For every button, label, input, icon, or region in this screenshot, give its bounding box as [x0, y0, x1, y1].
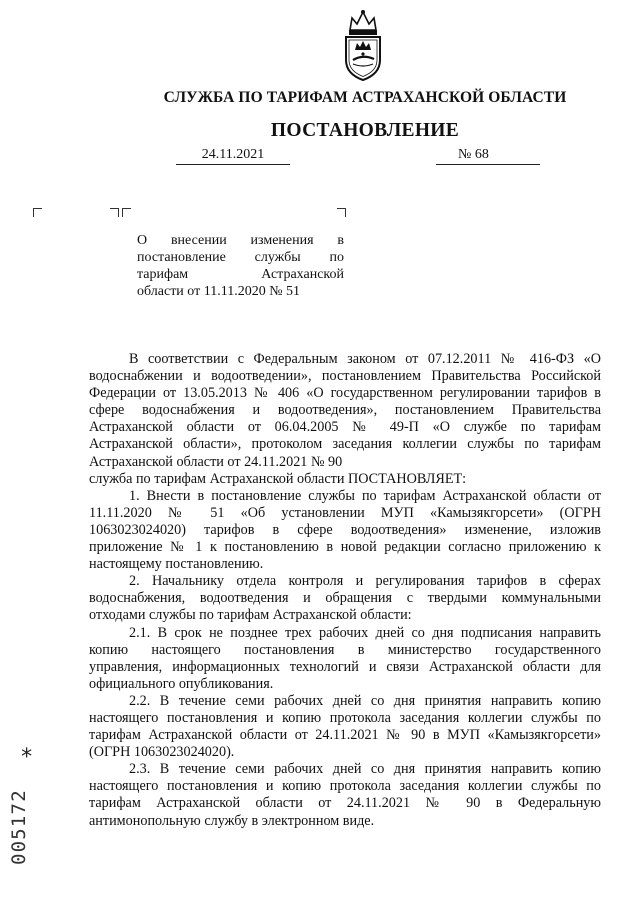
text-line: тарифам Астраханской области от 24.11.2021 № 90 в МУП «Камызякгорсети» — [89, 727, 601, 744]
resolves-line — [89, 471, 601, 488]
item-2-paragraph — [89, 573, 601, 624]
text-line: Астраханской области», протоколом заседания коллегии службы по тарифам — [89, 436, 601, 453]
preamble-paragraph — [89, 351, 601, 471]
margin-stamp-star: * — [20, 745, 34, 770]
organization-name: СЛУЖБА ПО ТАРИФАМ АСТРАХАНСКОЙ ОБЛАСТИ — [163, 89, 567, 106]
text-line: настоящему постановлению. — [89, 556, 264, 573]
text-line: отходами службы по тарифам Астраханской области: — [89, 607, 412, 624]
text-line: сфере водоснабжения и водоотведения», постановлением Правительства — [89, 402, 601, 419]
text-line: 2.3. В течение семи рабочих дней со дня принятия направить копию — [129, 761, 601, 778]
text-line: управления, информационных технологий и связи Астраханской области для — [89, 658, 601, 675]
text-line: водоснабжении и водоотведении», постановлением Правительства Российской — [89, 368, 601, 385]
text-line: настоящего постановления и копию протокола заседания коллегии службы по — [89, 709, 601, 726]
corner-mark-top-left — [33, 208, 42, 217]
text-line: 2. Начальнику отдела контроля и регулирования тарифов в сферах — [129, 573, 601, 590]
text-line: настоящего постановления и копию протокола заседания коллегии службы по — [89, 778, 601, 795]
item-2-2-paragraph — [89, 693, 601, 761]
subject-line: О внесении изменения в — [137, 233, 344, 248]
subject-line: области от 11.11.2020 № 51 — [137, 284, 301, 299]
text-line: 1063023024020) тарифов в сфере водоотведения» изменение, изложив — [89, 521, 601, 538]
text-line: В соответствии с Федеральным законом от 07.12.2011 № 416-ФЗ «О — [129, 351, 601, 367]
text-line: 2.2. В течение семи рабочих дней со дня принятия направить копию — [129, 692, 601, 709]
text-line: официального опубликования. — [89, 675, 274, 692]
text-line: служба по тарифам Астраханской области ПОСТАНОВЛЯЕТ: — [89, 470, 467, 487]
text-line: копию настоящего постановления в министерство государственного — [89, 641, 601, 658]
subject-line: тарифам Астраханской — [137, 267, 344, 282]
corner-mark-top-right — [337, 208, 346, 217]
item-1-paragraph — [89, 488, 601, 573]
text-line: тарифам Астраханской области от 24.11.2021 № 90 в Федеральную — [89, 795, 601, 812]
corner-mark — [110, 208, 119, 217]
text-line: Астраханской области от 06.04.2005 № 49-П «О службе по тарифам — [89, 419, 601, 436]
text-line: 2.1. В срок не позднее трех рабочих дней со дня подписания направить — [129, 624, 601, 641]
document-date: 24.11.2021 — [176, 147, 290, 165]
text-line: (ОГРН 1063023024020). — [89, 744, 235, 761]
item-2-3-paragraph — [89, 761, 601, 829]
document-body — [89, 351, 601, 830]
coat-of-arms-emblem — [336, 8, 390, 84]
text-line: 1. Внести в постановление службы по тарифам Астраханской области от — [129, 487, 601, 504]
text-line: Астраханской области от 24.11.2021 № 90 — [89, 453, 343, 470]
item-2-1-paragraph — [89, 625, 601, 693]
text-line: Федерации от 13.05.2013 № 406 «О государственном регулировании тарифов в — [89, 385, 601, 402]
text-line: антимонопольную службу в электронном виде. — [89, 812, 375, 829]
text-line: водоснабжения, водоотведения и обращения с твердыми коммунальными — [89, 590, 601, 607]
corner-mark — [122, 208, 131, 217]
text-line: 11.11.2020 № 51 «Об установлении МУП «Камызякгорсети» (ОГРН — [89, 504, 601, 521]
subject-line: постановление службы по — [137, 250, 344, 265]
document-subject — [137, 232, 344, 300]
text-line: приложение № 1 к постановлению в новой редакции согласно приложению к — [89, 539, 601, 556]
document-number: № 68 — [436, 147, 540, 165]
margin-stamp-serial: 005172 — [8, 789, 30, 865]
document-type-title: ПОСТАНОВЛЕНИЕ — [270, 120, 460, 141]
